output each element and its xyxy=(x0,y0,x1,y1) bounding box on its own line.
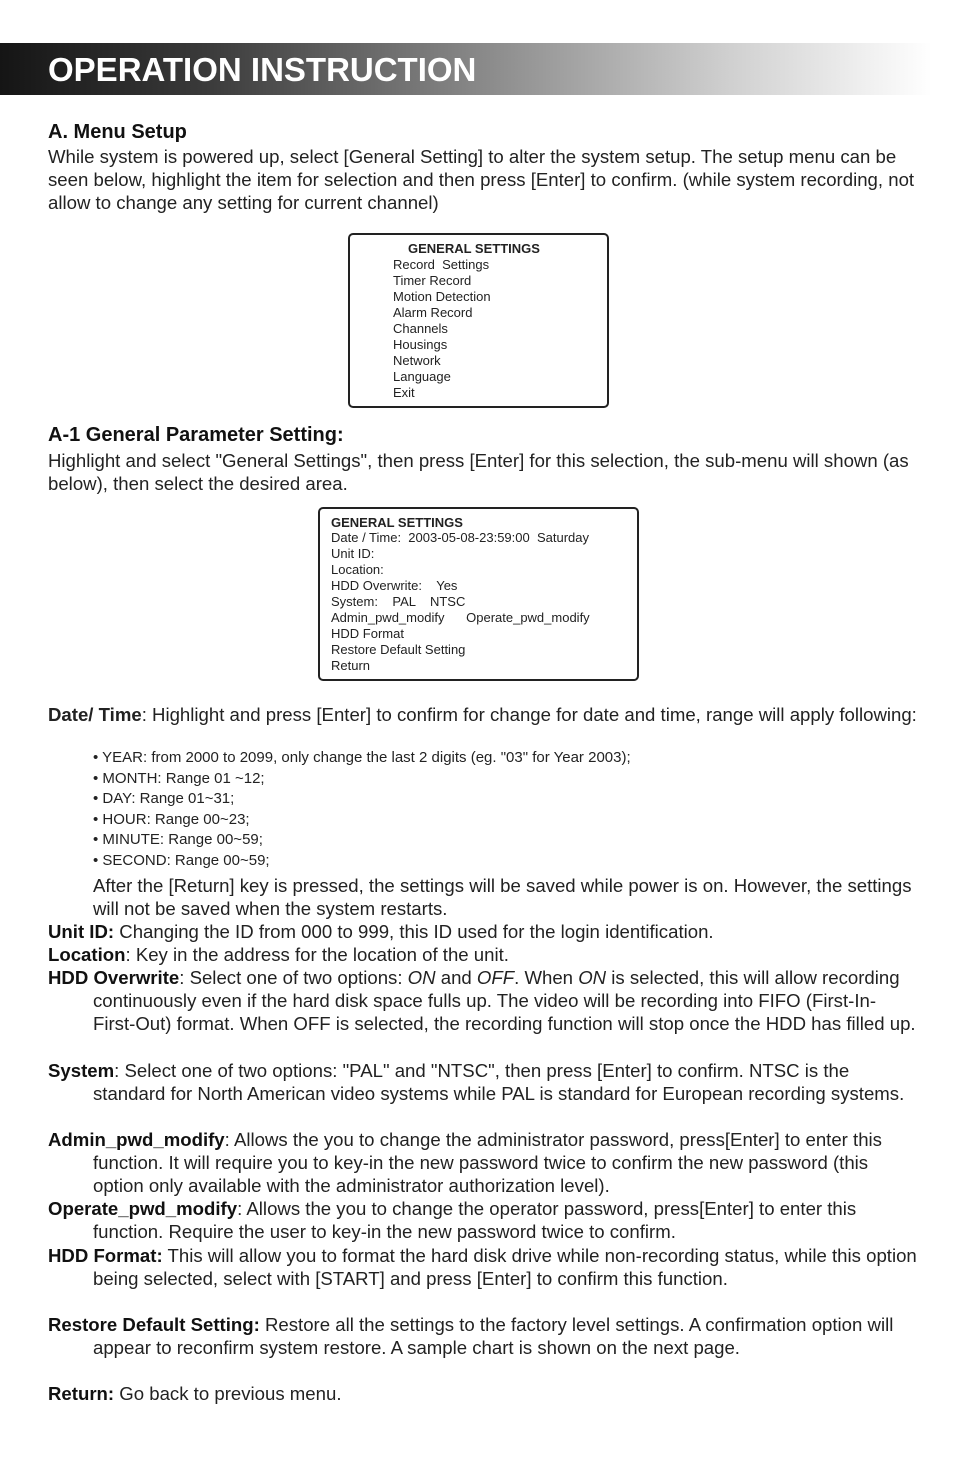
operate-pwd-term: Operate_pwd_modify xyxy=(48,1198,238,1219)
menu-item: Record Settings xyxy=(393,257,490,272)
general-parameter-paragraph: Highlight and select "General Settings", then press [Enter] for this selection, the sub-menu will shown (as below), then select the desired area. xyxy=(48,450,909,494)
range-item: • MINUTE: Range 00~59; xyxy=(93,831,263,849)
range-item: • MONTH: Range 01 ~12; xyxy=(93,769,265,787)
unit-id-definition xyxy=(48,920,918,943)
option-on: ON xyxy=(578,967,607,988)
hdd-overwrite-term: HDD Overwrite xyxy=(48,967,180,988)
hdd-format-definition xyxy=(48,1244,918,1290)
return-text: Go back to previous menu. xyxy=(114,1383,342,1404)
page-title: OPERATION INSTRUCTION xyxy=(48,51,477,88)
submenu-item: HDD Format xyxy=(331,626,404,641)
date-time-description xyxy=(48,703,918,726)
range-item: • YEAR: from 2000 to 2099, only change the last 2 digits (eg. "03" for Year 2003); xyxy=(93,749,631,766)
submenu-item: System: PAL NTSC xyxy=(331,594,466,609)
date-time-text: : Highlight and press [Enter] to confirm for change for date and time, range will apply following: xyxy=(141,704,917,725)
system-definition xyxy=(48,1059,918,1105)
return-term: Return: xyxy=(48,1383,115,1404)
hdd-overwrite-text: : Select one of two options: xyxy=(179,967,408,988)
hdd-format-term: HDD Format: xyxy=(48,1245,163,1266)
location-text: : Key in the address for the location of the unit. xyxy=(125,944,509,965)
hdd-overwrite-definition xyxy=(48,966,918,1035)
submenu-item: Unit ID: xyxy=(331,546,375,561)
menu-item: Channels xyxy=(393,321,448,336)
menu-item: Language xyxy=(393,369,451,384)
system-term: System xyxy=(48,1060,115,1081)
admin-pwd-text: : Allows the you to change the administrator password, press[Enter] to enter this function. It will require you to key-in the new password twice to confirm the new password (this option only available with the administrator authorization level). xyxy=(93,1129,882,1196)
admin-pwd-term: Admin_pwd_modify xyxy=(48,1129,225,1150)
submenu-item: Return xyxy=(331,658,371,673)
hdd-overwrite-text: is selected, this will allow recording continuously even if the hard disk space fulls up. The video will be recording into FIFO (First-In-First-Out) format. When OFF is selected, the recording function will stop once the HDD has filled up. xyxy=(93,967,916,1034)
menu-item: Exit xyxy=(393,385,415,400)
submenu-item: Location: xyxy=(331,562,384,577)
date-time-term: Date/ Time xyxy=(48,704,142,725)
general-settings-menu xyxy=(348,233,609,408)
menu-item: Alarm Record xyxy=(393,305,473,320)
restore-term: Restore Default Setting: xyxy=(48,1314,260,1335)
range-item: • SECOND: Range 00~59; xyxy=(93,851,270,869)
hdd-format-text: This will allow you to format the hard disk drive while non-recording status, while this option being selected, select with [START] and press [Enter] to confirm this function. xyxy=(93,1245,917,1289)
menu-item: Housings xyxy=(393,337,448,352)
return-definition xyxy=(48,1382,918,1405)
menu-item: Motion Detection xyxy=(393,289,491,304)
range-item: • HOUR: Range 00~23; xyxy=(93,810,250,828)
submenu-item: HDD Overwrite: Yes xyxy=(331,578,458,593)
system-text: : Select one of two options: "PAL" and "NTSC", then press [Enter] to confirm. NTSC is the standard for North American video systems while PAL is standard for European recording systems. xyxy=(93,1060,905,1104)
unit-id-term: Unit ID: xyxy=(48,921,115,942)
option-off: OFF xyxy=(476,967,515,988)
range-item: • DAY: Range 01~31; xyxy=(93,790,235,808)
operate-pwd-text: : Allows the you to change the operator password, press[Enter] to enter this function. Require the user to key-in the new password twice to confirm. xyxy=(93,1198,857,1242)
date-time-note: After the [Return] key is pressed, the settings will be saved while power is on. However, the settings will not be saved when the system restarts. xyxy=(93,875,912,919)
restore-definition xyxy=(48,1313,918,1359)
menu-setup-paragraph: While system is powered up, select [General Setting] to alter the system setup. The setup menu can be seen below, highlight the item for selection and then press [Enter] to confirm. (while system recording, not allow to change any setting for current channel) xyxy=(48,146,915,213)
submenu-title: GENERAL SETTINGS xyxy=(331,515,463,530)
admin-pwd-definition xyxy=(48,1128,918,1197)
submenu-item: Admin_pwd_modify Operate_pwd_modify xyxy=(331,610,590,625)
restore-text: Restore all the settings to the factory level settings. A confirmation option will appear to reconfirm system restore. A sample chart is shown on the next page. xyxy=(93,1314,894,1358)
hdd-overwrite-text: . When xyxy=(514,967,579,988)
date-time-ranges xyxy=(93,748,631,872)
operate-pwd-definition xyxy=(48,1197,918,1243)
general-settings-submenu xyxy=(318,507,639,681)
submenu-item: Date / Time: 2003-05-08-23:59:00 Saturday xyxy=(331,530,589,545)
menu-item: Network xyxy=(393,353,441,368)
submenu-item: Restore Default Setting xyxy=(331,642,466,657)
section-heading-menu-setup: A. Menu Setup xyxy=(48,121,187,143)
menu-title: GENERAL SETTINGS xyxy=(408,241,540,256)
option-on: ON xyxy=(407,967,436,988)
location-term: Location xyxy=(48,944,126,965)
hdd-overwrite-text: and xyxy=(435,967,477,988)
location-definition xyxy=(48,943,918,966)
unit-id-text: Changing the ID from 000 to 999, this ID used for the login identification. xyxy=(114,921,714,942)
menu-item: Timer Record xyxy=(393,273,472,288)
section-heading-general-parameter: A-1 General Parameter Setting: xyxy=(48,424,344,446)
